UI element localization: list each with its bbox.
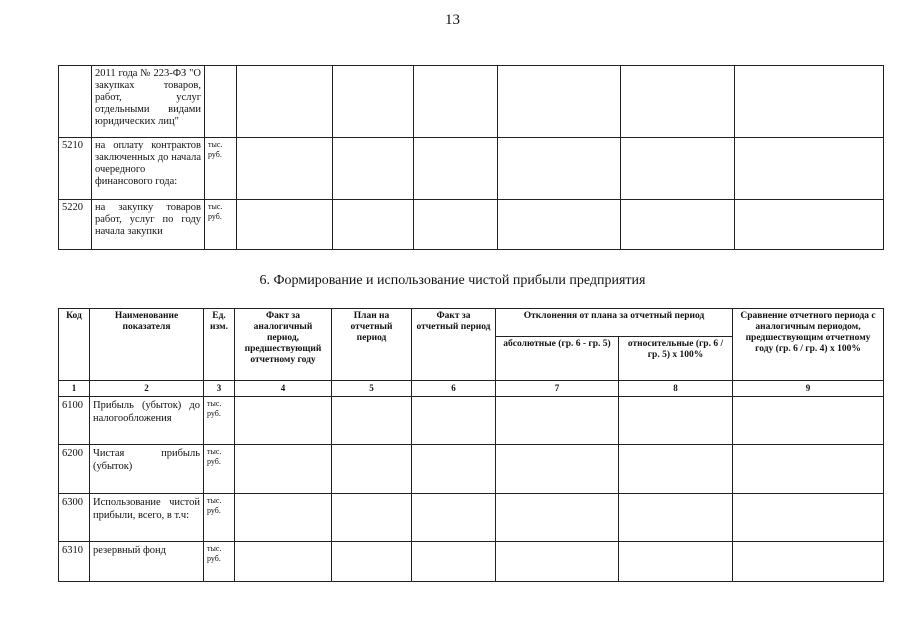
- table-cell: [333, 138, 414, 200]
- row-code: 6300: [59, 494, 90, 542]
- row-unit: [205, 66, 237, 138]
- table-cell: [496, 494, 619, 542]
- table-row: [59, 66, 884, 138]
- table-cell: [496, 445, 619, 494]
- row-code: [59, 66, 92, 138]
- table-row: [59, 397, 884, 445]
- header-plan: План на отчетный период: [332, 309, 412, 381]
- table-cell: [496, 542, 619, 582]
- table-cell: [237, 200, 333, 250]
- row-unit: тыс. руб.: [205, 200, 237, 250]
- net-profit-table: [58, 308, 884, 582]
- row-code: 5220: [59, 200, 92, 250]
- table-cell: [498, 138, 621, 200]
- header-deviation-abs: абсолютные (гр. 6 - гр. 5): [496, 337, 619, 381]
- row-unit: тыс. руб.: [205, 138, 237, 200]
- table-cell: [237, 138, 333, 200]
- table-cell: [733, 542, 884, 582]
- table-cell: [414, 200, 498, 250]
- section-title: 6. Формирование и использование чистой прибыли предприятия: [259, 273, 646, 288]
- table-cell: [619, 445, 733, 494]
- table-cell: [412, 445, 496, 494]
- header-code: Код: [59, 309, 90, 381]
- table-row: [59, 494, 884, 542]
- header-name: Наименование показателя: [90, 309, 204, 381]
- row-unit: тыс. руб.: [204, 494, 235, 542]
- table-cell: [621, 138, 735, 200]
- header-deviation: Отклонения от плана за отчетный период: [496, 309, 733, 337]
- table-cell: [412, 397, 496, 445]
- table-cell: [412, 494, 496, 542]
- row-unit: тыс. руб.: [204, 397, 235, 445]
- table-cell: [235, 397, 332, 445]
- table-row: [59, 200, 884, 250]
- header-unit: Ед. изм.: [204, 309, 235, 381]
- row-unit: тыс. руб.: [204, 445, 235, 494]
- row-unit: тыс. руб.: [204, 542, 235, 582]
- column-number: 9: [733, 381, 884, 397]
- header-fact: Факт за отчетный период: [412, 309, 496, 381]
- table-cell: [735, 200, 884, 250]
- header-comparison: Сравнение отчетного периода с аналогичным периодом, предшествующим отчетному году (гр. 6 / гр. 4) х 100%: [733, 309, 884, 381]
- column-number: 3: [204, 381, 235, 397]
- table-row: [59, 542, 884, 582]
- table-cell: [414, 138, 498, 200]
- table-cell: [332, 494, 412, 542]
- table-cell: [333, 66, 414, 138]
- row-name: на закупку товаров работ, услуг по году начала закупки: [92, 200, 205, 250]
- table-cell: [619, 494, 733, 542]
- table-cell: [498, 200, 621, 250]
- table-cell: [412, 542, 496, 582]
- row-name: 2011 года № 223-ФЗ "О закупках товаров, работ, услуг отдельными видами юридических лиц": [92, 66, 205, 138]
- row-code: 6100: [59, 397, 90, 445]
- table-cell: [496, 397, 619, 445]
- table-cell: [235, 445, 332, 494]
- table-cell: [733, 445, 884, 494]
- table-cell: [332, 542, 412, 582]
- header-fact-prev: Факт за аналогичный период, предшествующий отчетному году: [235, 309, 332, 381]
- table-cell: [621, 200, 735, 250]
- table-cell: [621, 66, 735, 138]
- table-cell: [237, 66, 333, 138]
- table-cell: [735, 138, 884, 200]
- header-row: [59, 309, 884, 337]
- continuation-table: [58, 65, 884, 250]
- table-row: [59, 138, 884, 200]
- row-name: Чистая прибыль (убыток): [90, 445, 204, 494]
- row-code: 6310: [59, 542, 90, 582]
- column-number: 5: [332, 381, 412, 397]
- column-number: 7: [496, 381, 619, 397]
- table-cell: [498, 66, 621, 138]
- table-cell: [333, 200, 414, 250]
- row-code: 6200: [59, 445, 90, 494]
- page-number: 13: [445, 12, 460, 28]
- table-row: [59, 445, 884, 494]
- row-name: Прибыль (убыток) до налогообложения: [90, 397, 204, 445]
- column-number: 4: [235, 381, 332, 397]
- table-cell: [619, 397, 733, 445]
- row-name: Использование чистой прибыли, всего, в т.ч:: [90, 494, 204, 542]
- table-cell: [235, 542, 332, 582]
- column-number: 1: [59, 381, 90, 397]
- row-name: резервный фонд: [90, 542, 204, 582]
- column-number: 2: [90, 381, 204, 397]
- table-cell: [332, 445, 412, 494]
- table-cell: [733, 397, 884, 445]
- table-cell: [733, 494, 884, 542]
- header-deviation-rel: относительные (гр. 6 / гр. 5) х 100%: [619, 337, 733, 381]
- column-number: 8: [619, 381, 733, 397]
- table-cell: [235, 494, 332, 542]
- row-name: на оплату контрактов заключенных до начала очередного финансового года:: [92, 138, 205, 200]
- table-cell: [619, 542, 733, 582]
- table-cell: [332, 397, 412, 445]
- column-number-row: [59, 381, 884, 397]
- column-number: 6: [412, 381, 496, 397]
- table-cell: [735, 66, 884, 138]
- row-code: 5210: [59, 138, 92, 200]
- table-cell: [414, 66, 498, 138]
